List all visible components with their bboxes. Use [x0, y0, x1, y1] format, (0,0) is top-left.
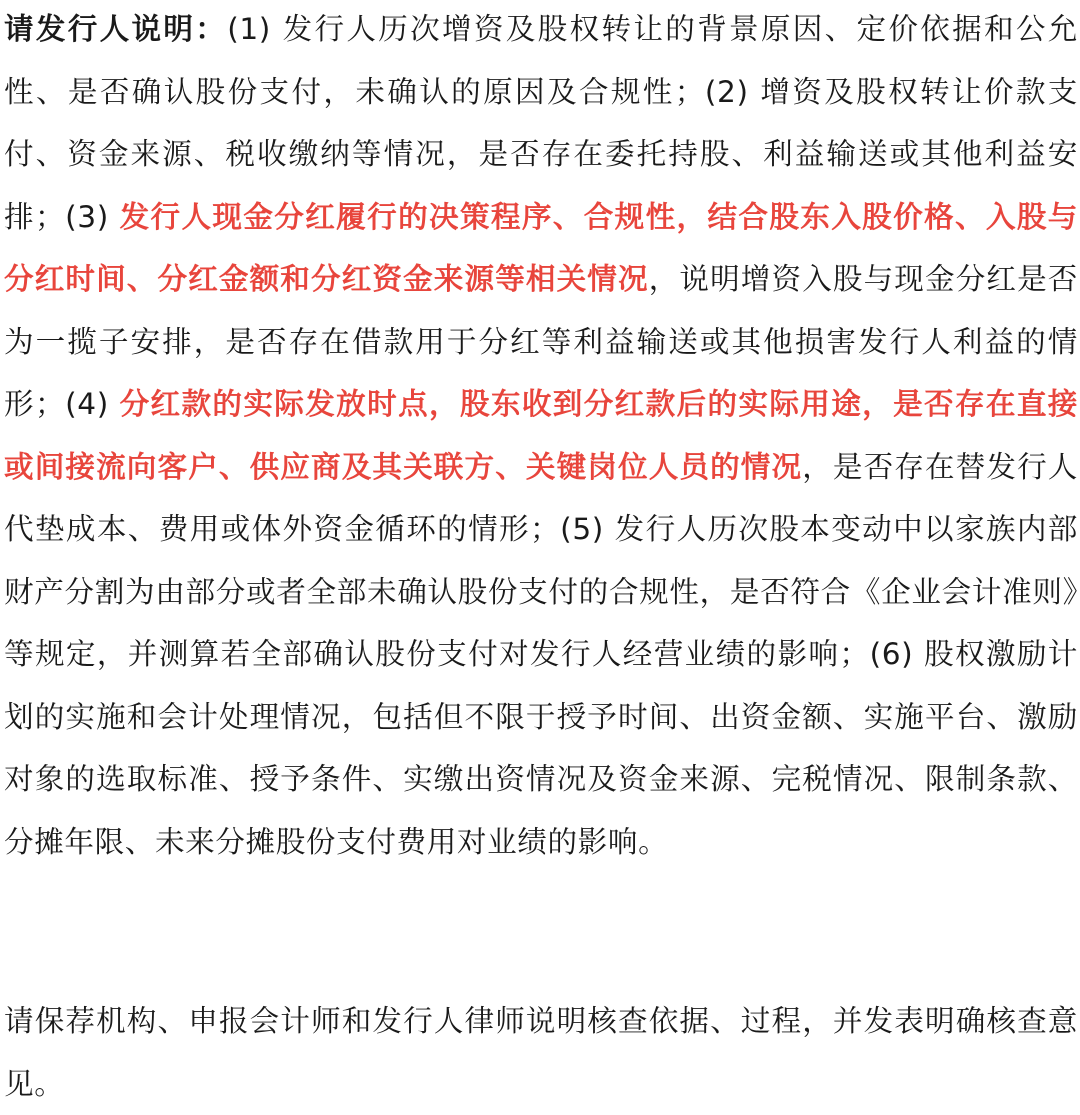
question-segment-1: (1) 发行人历次增资及股权转让的背景原因、定价依据和公允性、是否确认股份支付，未确认的原因及合规性；(2) 增资及股权转让价款支付、资金来源、税收缴纳等情况，是否存在委托持股、利益输送或其他利益安排；(3)	[4, 12, 1078, 234]
question-segment-2: ，说明增资入股与现金分红是否为一揽子安排，是否存在借款用于分红等利益输送或其他损害发行人利益的情形；(4)	[4, 262, 1078, 421]
question-paragraph	[4, 0, 1078, 873]
verification-request-paragraph: 请保荐机构、申报会计师和发行人律师说明核查依据、过程，并发表明确核查意见。	[4, 1004, 1078, 1101]
highlight-dividend-procedure: 发行人现金分红履行的决策程序、合规性，结合股东入股价格、入股与分红时间、分红金额和分红资金来源等相关情况	[4, 199, 1078, 296]
question-lead: 请发行人说明：	[4, 12, 228, 46]
question-segment-3: ，是否存在替发行人代垫成本、费用或体外资金循环的情形；(5) 发行人历次股本变动中以家族内部财产分割为由部分或者全部未确认股份支付的合规性，是否符合《企业会计准则》等规定，并测算若全部确认股份支付对发行人经营业绩的影响；(6) 股权激励计划的实施和会计处理情况，包括但不限于授予时间、出资金额、实施平台、激励对象的选取标准、授予条件、实缴出资情况及资金来源、完税情况、限制条款、分摊年限、未来分摊股份支付费用对业绩的影响。	[4, 449, 1078, 859]
highlight-dividend-usage: 分红款的实际发放时点，股东收到分红款后的实际用途，是否存在直接或间接流向客户、供应商及其关联方、关键岗位人员的情况	[4, 387, 1078, 484]
